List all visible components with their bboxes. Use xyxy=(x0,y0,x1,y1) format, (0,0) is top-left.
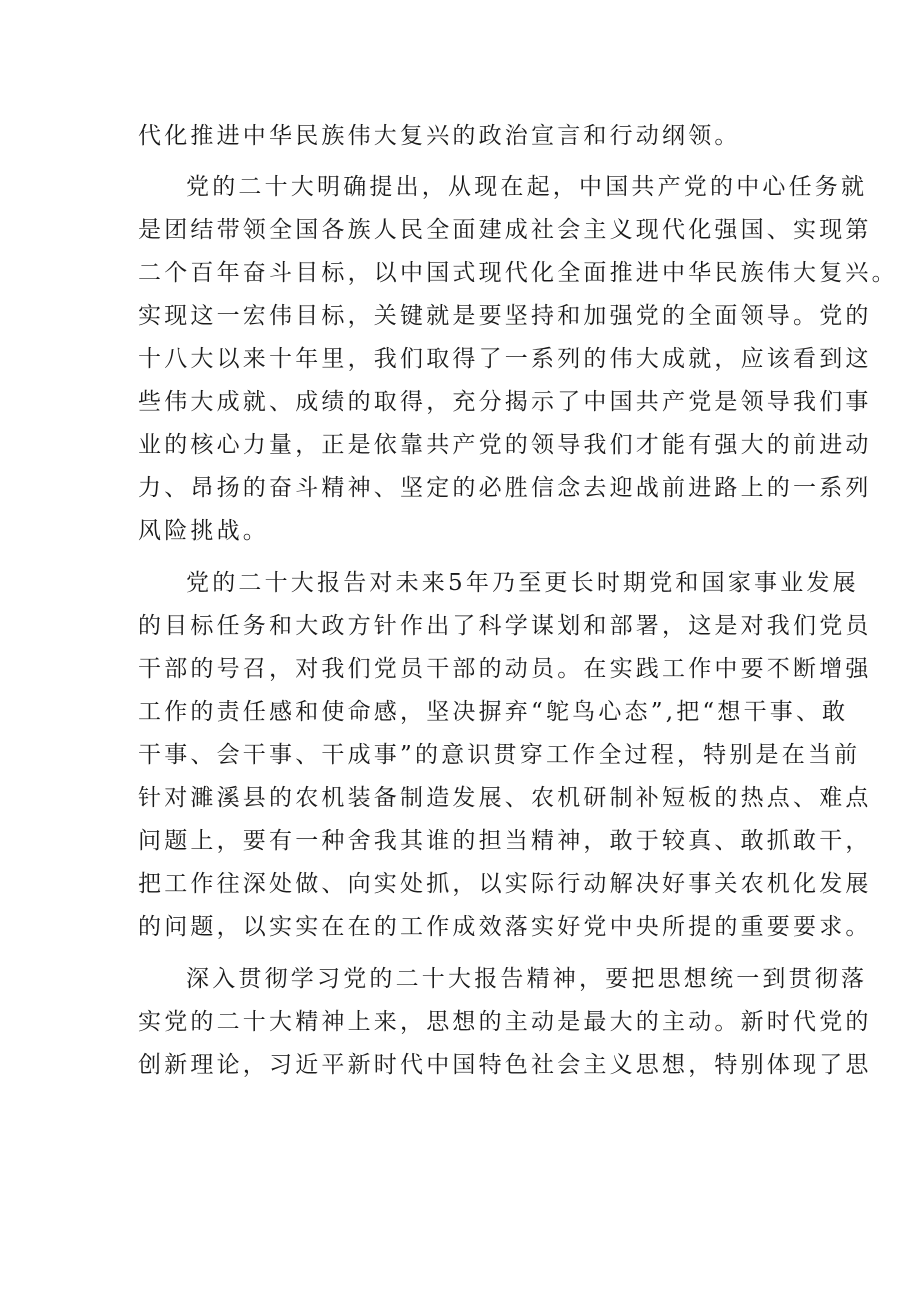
text-line: 十八大以来十年里，我们取得了一系列的伟大成就，应该看到这 xyxy=(138,346,872,372)
text-line: 工作的责任感和使命感，坚决摒弃“鸵鸟心态”,把“想干事、敢 xyxy=(138,699,849,725)
text-line: 代化推进中华民族伟大复兴的政治宣言和行动纲领。 xyxy=(138,123,741,149)
text-line: 创新理论，习近平新时代中国特色社会主义思想，特别体现了思 xyxy=(138,1052,872,1078)
text-line: 风险挑战。 xyxy=(138,518,269,544)
text-line: 是团结带领全国各族人民全面建成社会主义现代化强国、实现第 xyxy=(138,217,872,243)
text-line: 干部的号召，对我们党员干部的动员。在实践工作中要不断增强 xyxy=(138,656,872,682)
text-line: 些伟大成就、成绩的取得，充分揭示了中国共产党是领导我们事 xyxy=(138,389,872,415)
text-line: 针对濉溪县的农机装备制造发展、农机研制补短板的热点、难点 xyxy=(138,785,872,811)
text-line: 的问题，以实实在在的工作成效落实好党中央所提的重要要求。 xyxy=(138,914,872,940)
paragraph-start-line: 深入贯彻学习党的二十大报告精神，要把思想统一到贯彻落 xyxy=(186,966,868,992)
text-line: 问题上，要有一种舍我其谁的担当精神，敢于较真、敢抓敢干， xyxy=(138,828,872,854)
text-line: 把工作往深处做、向实处抓，以实际行动解决好事关农机化发展 xyxy=(138,871,872,897)
paragraph-start-line: 党的二十大报告对未来5年乃至更长时期党和国家事业发展 xyxy=(186,570,859,596)
text-line: 干事、会干事、干成事”的意识贯穿工作全过程，特别是在当前 xyxy=(138,742,861,768)
text-line: 的目标任务和大政方针作出了科学谋划和部署，这是对我们党员 xyxy=(138,613,872,639)
paragraph-start-line: 党的二十大明确提出，从现在起，中国共产党的中心任务就 xyxy=(186,174,868,200)
text-line: 实党的二十大精神上来，思想的主动是最大的主动。新时代党的 xyxy=(138,1009,872,1035)
text-line: 实现这一宏伟目标，关键就是要坚持和加强党的全面领导。党的 xyxy=(138,303,872,329)
text-line: 业的核心力量，正是依靠共产党的领导我们才能有强大的前进动 xyxy=(138,432,872,458)
text-line: 二个百年奋斗目标，以中国式现代化全面推进中华民族伟大复兴。 xyxy=(138,260,898,286)
text-line: 力、昂扬的奋斗精神、坚定的必胜信念去迎战前进路上的一系列 xyxy=(138,475,872,501)
